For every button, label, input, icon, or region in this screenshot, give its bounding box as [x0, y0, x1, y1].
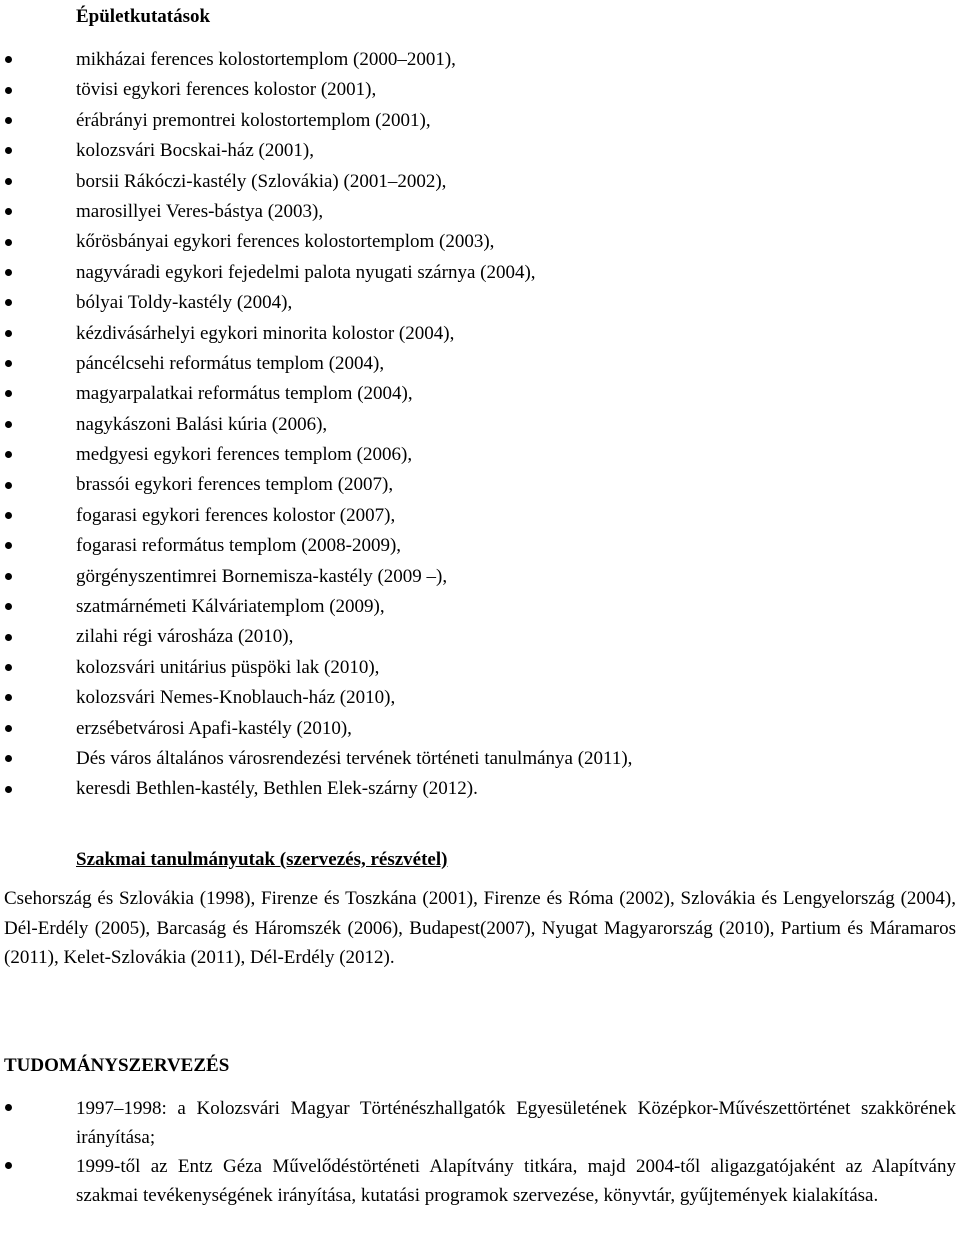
list-item-text: magyarpalatkai református templom (2004),	[76, 383, 413, 405]
list-item	[0, 592, 960, 622]
study-trips-paragraph: Csehország és Szlovákia (1998), Firenze és Toszkána (2001), Firenze és Róma (2002), Szlovákia és Lengyelország (2004), Dél-Erdély (2005), Barcaság és Háromszék (2006), Budapest(2007), Nyugat Magyarország (2010), Partium és Máramaros (2011), Kelet-Szlovákia (2011), Dél-Erdély (2012).	[4, 888, 956, 968]
bullet-icon	[5, 694, 12, 701]
list-item-text: nagykászoni Balási kúria (2006),	[76, 413, 328, 435]
bullet-icon	[5, 725, 12, 732]
list-item	[0, 167, 960, 197]
building-research-list	[0, 45, 960, 805]
list-item-text: kolozsvári Bocskai-ház (2001),	[76, 140, 314, 162]
list-item	[0, 531, 960, 561]
list-item-text: brassói egykori ferences templom (2007),	[76, 474, 394, 496]
section-title-science-organization: TUDOMÁNYSZERVEZÉS	[4, 1055, 230, 1076]
list-item	[0, 470, 960, 500]
list-item-text: görgényszentimrei Bornemisza-kastély (2009 –),	[76, 565, 448, 587]
list-item	[0, 349, 960, 379]
bullet-icon	[5, 421, 12, 428]
bullet-icon	[5, 603, 12, 610]
list-item	[0, 683, 960, 713]
bullet-icon	[5, 755, 12, 762]
list-item	[0, 744, 960, 774]
list-item-text: Dés város általános városrendezési tervének történeti tanulmánya (2011),	[76, 747, 633, 769]
list-item-text: mikházai ferences kolostortemplom (2000–2001),	[76, 49, 456, 70]
list-item-text: tövisi egykori ferences kolostor (2001),	[76, 79, 377, 101]
list-item-text: 1999-től az Entz Géza Művelődéstörténeti Alapítvány titkára, majd 2004-től aligazgatójaként az Alapítvány szakmai tevékenységének irányítása, kutatási programok szervezése, könyvtár, gyűjtemények kialakítása.	[76, 1156, 956, 1206]
list-item-text: nagyváradi egykori fejedelmi palota nyugati szárnya (2004),	[76, 261, 536, 283]
list-item-text: fogarasi református templom (2008-2009),	[76, 535, 402, 557]
list-item-text: szatmárnémeti Kálváriatemplom (2009),	[76, 596, 385, 618]
bullet-icon	[5, 1162, 12, 1169]
list-item-text: marosillyei Veres-bástya (2003),	[76, 200, 324, 222]
list-item	[0, 288, 960, 318]
list-item	[0, 714, 960, 744]
list-item	[0, 653, 960, 683]
bullet-icon	[5, 451, 12, 458]
bullet-icon	[5, 390, 12, 397]
list-item-text: borsii Rákóczi-kastély (Szlovákia) (2001–2002),	[76, 170, 447, 192]
bullet-icon	[5, 299, 12, 306]
list-item-text: kolozsvári unitárius püspöki lak (2010),	[76, 656, 380, 678]
bullet-icon	[5, 360, 12, 367]
section-title-building-research: Épületkutatások	[76, 6, 211, 27]
bullet-icon	[5, 239, 12, 246]
list-item	[0, 1152, 960, 1210]
list-item	[0, 319, 960, 349]
bullet-icon	[5, 147, 12, 154]
section-title-study-trips: Szakmai tanulmányutak (szervezés, részvétel)	[76, 849, 448, 870]
list-item	[0, 1094, 960, 1152]
list-item	[0, 197, 960, 227]
bullet-icon	[5, 634, 12, 641]
list-item-text: 1997–1998: a Kolozsvári Magyar Történészhallgatók Egyesületének Középkor-Művészettörténet szakkörének irányítása;	[76, 1098, 956, 1148]
bullet-icon	[5, 208, 12, 215]
bullet-icon	[5, 117, 12, 124]
list-item-text: kőrösbányai egykori ferences kolostortemplom (2003),	[76, 231, 495, 253]
bullet-icon	[5, 56, 12, 63]
list-item	[0, 136, 960, 166]
bullet-icon	[5, 1104, 12, 1111]
list-item-text: kézdivásárhelyi egykori minorita kolostor (2004),	[76, 322, 455, 344]
list-item-text: erzsébetvárosi Apafi-kastély (2010),	[76, 717, 352, 739]
bullet-icon	[5, 786, 12, 793]
list-item	[0, 379, 960, 409]
list-item-text: érábrányi premontrei kolostortemplom (2001),	[76, 109, 431, 131]
list-item	[0, 562, 960, 592]
list-item-text: medgyesi egykori ferences templom (2006),	[76, 444, 413, 466]
list-item-text: kolozsvári Nemes-Knoblauch-ház (2010),	[76, 687, 396, 709]
bullet-icon	[5, 512, 12, 519]
list-item	[0, 622, 960, 652]
list-item	[0, 774, 960, 804]
bullet-icon	[5, 330, 12, 337]
list-item-text: páncélcsehi református templom (2004),	[76, 352, 385, 374]
bullet-icon	[5, 87, 12, 94]
list-item	[0, 75, 960, 105]
bullet-icon	[5, 269, 12, 276]
list-item-text: bólyai Toldy-kastély (2004),	[76, 292, 293, 314]
list-item	[0, 106, 960, 136]
list-item	[0, 501, 960, 531]
bullet-icon	[5, 178, 12, 185]
science-organization-list	[0, 1094, 960, 1210]
list-item-text: fogarasi egykori ferences kolostor (2007),	[76, 504, 396, 526]
bullet-icon	[5, 542, 12, 549]
bullet-icon	[5, 573, 12, 580]
list-item-text: keresdi Bethlen-kastély, Bethlen Elek-szárny (2012).	[76, 778, 478, 800]
list-item	[0, 410, 960, 440]
list-item-text: zilahi régi városháza (2010),	[76, 626, 294, 648]
bullet-icon	[5, 482, 12, 489]
list-item	[0, 440, 960, 470]
list-item	[0, 227, 960, 257]
list-item	[0, 258, 960, 288]
bullet-icon	[5, 664, 12, 671]
list-item	[0, 45, 960, 75]
